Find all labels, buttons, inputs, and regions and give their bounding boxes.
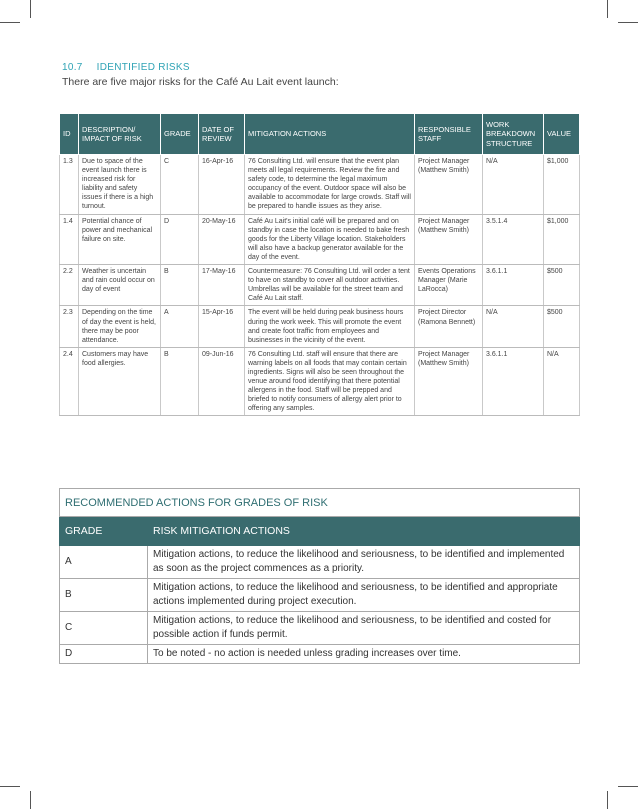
cell-staff: Project Manager (Matthew Smith) — [415, 155, 483, 215]
table-row — [60, 612, 580, 645]
cell-mitigation: Café Au Lait's initial café will be prepared and on standby in case the location is needed to bake fresh goods for the Liberty Village location. Stakeholders will also have a backup generator available for the day of the event. — [245, 214, 415, 264]
grades-table-caption: RECOMMENDED ACTIONS FOR GRADES OF RISK — [60, 489, 580, 517]
cell-grade: C — [60, 612, 148, 645]
cell-description: Customers may have food allergies. — [79, 347, 161, 416]
cell-grade: C — [161, 155, 199, 215]
table-row — [60, 306, 580, 347]
crop-mark — [0, 786, 20, 787]
crop-mark — [618, 22, 638, 23]
cell-mitigation: The event will be held during peak business hours during the work week. This will promote the event and create foot traffic from employees and businesses in the vicinity of the event. — [245, 306, 415, 347]
grades-table — [59, 488, 580, 664]
cell-grade: B — [60, 579, 148, 612]
cell-grade: D — [161, 214, 199, 264]
cell-id: 2.4 — [60, 347, 79, 416]
cell-staff: Project Manager (Matthew Smith) — [415, 214, 483, 264]
crop-mark — [30, 791, 31, 809]
cell-date: 16-Apr-16 — [199, 155, 245, 215]
col-header-risk-mitigation: RISK MITIGATION ACTIONS — [148, 517, 580, 546]
risk-table-header — [60, 114, 580, 155]
table-row — [60, 645, 580, 664]
cell-grade: A — [60, 546, 148, 579]
cell-value: $500 — [544, 306, 580, 347]
cell-action: Mitigation actions, to reduce the likelihood and seriousness, to be identified and costed for possible action if funds permit. — [148, 612, 580, 645]
col-header-id: ID — [60, 114, 79, 155]
cell-value: $1,000 — [544, 155, 580, 215]
section-title: IDENTIFIED RISKS — [96, 62, 190, 73]
col-header-staff: RESPONSIBLE STAFF — [415, 114, 483, 155]
cell-id: 2.3 — [60, 306, 79, 347]
crop-mark — [30, 0, 31, 18]
cell-wbs: 3.6.1.1 — [483, 347, 544, 416]
col-header-grade: GRADE — [161, 114, 199, 155]
table-row — [60, 214, 580, 264]
cell-description: Potential chance of power and mechanical failure on site. — [79, 214, 161, 264]
cell-id: 1.3 — [60, 155, 79, 215]
cell-grade: D — [60, 645, 148, 664]
table-row — [60, 347, 580, 416]
cell-action: To be noted - no action is needed unless grading increases over time. — [148, 645, 580, 664]
section-number: 10.7 — [62, 62, 83, 73]
intro-text: There are five major risks for the Café Au Lait event launch: — [62, 76, 339, 88]
col-header-value: VALUE — [544, 114, 580, 155]
table-row — [60, 546, 580, 579]
table-row — [60, 265, 580, 306]
cell-staff: Project Manager (Matthew Smith) — [415, 347, 483, 416]
table-row — [60, 579, 580, 612]
cell-wbs: N/A — [483, 306, 544, 347]
cell-description: Due to space of the event launch there is increased risk for liability and safety issues if there is a high turnout. — [79, 155, 161, 215]
cell-grade: A — [161, 306, 199, 347]
cell-description: Depending on the time of day the event is held, there may be poor attendance. — [79, 306, 161, 347]
cell-wbs: 3.6.1.1 — [483, 265, 544, 306]
col-header-mitigation: MITIGATION ACTIONS — [245, 114, 415, 155]
cell-value: N/A — [544, 347, 580, 416]
cell-date: 20-May-16 — [199, 214, 245, 264]
cell-value: $1,000 — [544, 214, 580, 264]
cell-action: Mitigation actions, to reduce the likelihood and seriousness, to be identified and implemented as soon as the project commences as a priority. — [148, 546, 580, 579]
risk-table — [59, 113, 580, 416]
cell-mitigation: Countermeasure: 76 Consulting Ltd. will order a tent to have on standby to cover all outdoor activities. Umbrellas will be available for the street team and Café Au Lait staff. — [245, 265, 415, 306]
cell-date: 09-Jun-16 — [199, 347, 245, 416]
crop-mark — [0, 22, 20, 23]
crop-mark — [618, 786, 638, 787]
cell-value: $500 — [544, 265, 580, 306]
cell-staff: Project Director (Ramona Bennett) — [415, 306, 483, 347]
col-header-grade: GRADE — [60, 517, 148, 546]
cell-grade: B — [161, 265, 199, 306]
crop-mark — [607, 0, 608, 18]
cell-date: 17-May-16 — [199, 265, 245, 306]
cell-id: 2.2 — [60, 265, 79, 306]
col-header-date: DATE OF REVIEW — [199, 114, 245, 155]
cell-id: 1.4 — [60, 214, 79, 264]
cell-staff: Events Operations Manager (Marie LaRocca) — [415, 265, 483, 306]
section-heading — [62, 62, 190, 73]
col-header-wbs: WORK BREAKDOWN STRUCTURE — [483, 114, 544, 155]
grades-table-header — [60, 517, 580, 546]
cell-wbs: N/A — [483, 155, 544, 215]
cell-action: Mitigation actions, to reduce the likelihood and seriousness, to be identified and appropriate actions implemented during project execution. — [148, 579, 580, 612]
cell-mitigation: 76 Consulting Ltd. staff will ensure that there are warning labels on all foods that may contain certain ingredients. Signs will also be seen throughout the venue around food identifying that there potential allergens in the food. Staff will be prepped and briefed to notify consumers of allergy alert prior to offering any samples. — [245, 347, 415, 416]
col-header-description: DESCRIPTION/ IMPACT OF RISK — [79, 114, 161, 155]
cell-grade: B — [161, 347, 199, 416]
crop-mark — [607, 791, 608, 809]
table-row — [60, 155, 580, 215]
cell-description: Weather is uncertain and rain could occur on day of event — [79, 265, 161, 306]
cell-mitigation: 76 Consulting Ltd. will ensure that the event plan meets all legal requirements. Review the fire and safety code, to determine the legal maximum occupancy of the event. Outdoor space will also be available to accommodate for large crowds. Staff will be prepared to handle issues as they arise. — [245, 155, 415, 215]
cell-date: 15-Apr-16 — [199, 306, 245, 347]
cell-wbs: 3.5.1.4 — [483, 214, 544, 264]
